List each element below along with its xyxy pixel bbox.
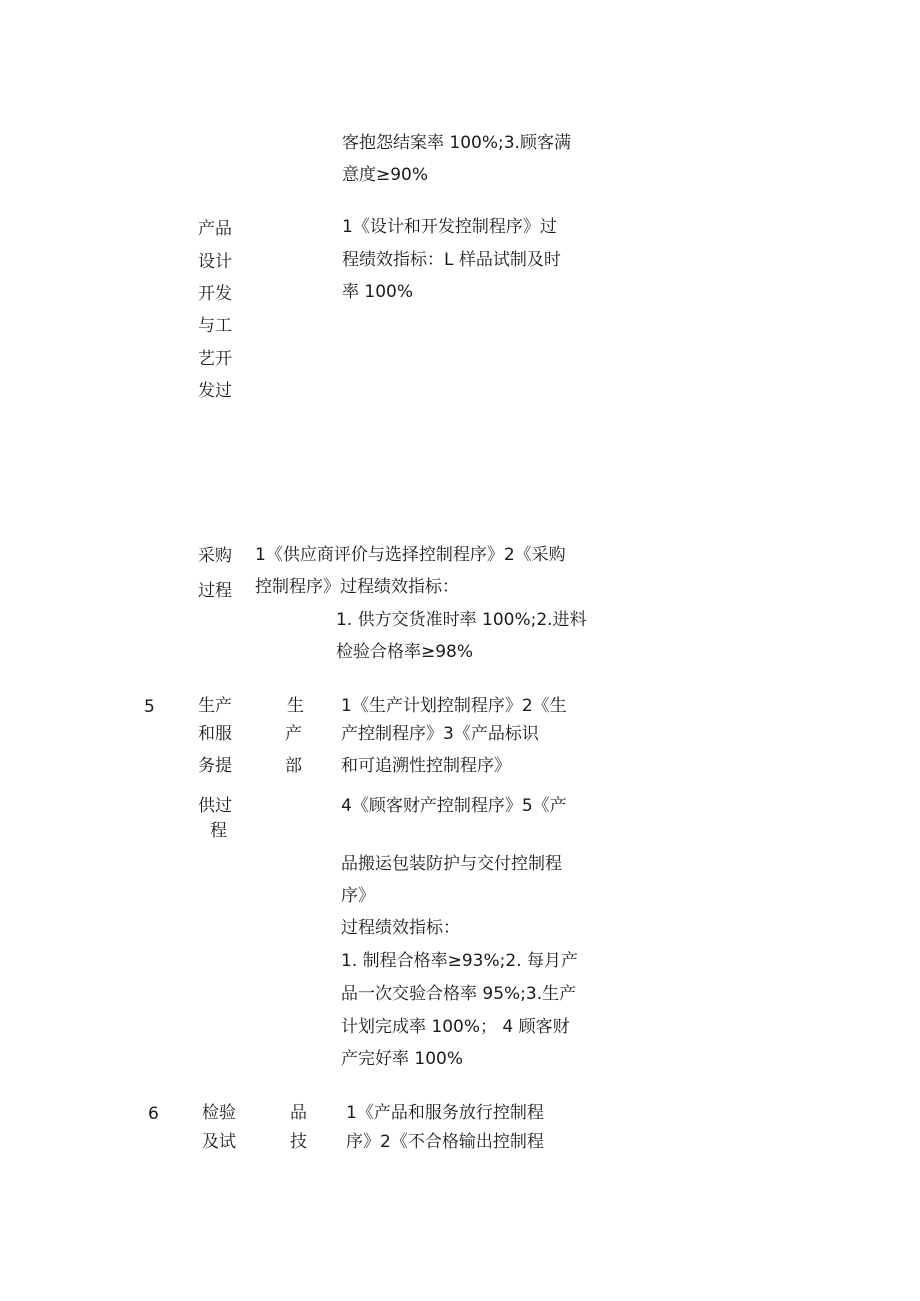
indicator-line: 产控制程序》3《产品标识 [341, 724, 539, 744]
indicator-line: 1《生产计划控制程序》2《生 [341, 696, 567, 716]
indicator-line: 品搬运包装防护与交付控制程 [341, 854, 562, 874]
process-name-line: 供过 [198, 796, 232, 816]
indicator-line: 意度≥90% [342, 165, 429, 185]
indicator-line: 过程绩效指标： [341, 918, 460, 938]
indicator-line: 控制程序》过程绩效指标： [255, 577, 459, 597]
indicator-line: 1. 制程合格率≥93%;2. 每月产 [341, 951, 579, 971]
indicator-line: 1《设计和开发控制程序》过 [342, 217, 557, 237]
process-name-line: 检验 [202, 1103, 236, 1123]
department-line: 生 [287, 696, 304, 716]
department-line: 产 [285, 724, 302, 744]
process-name-line: 程 [210, 821, 227, 841]
department-line: 部 [285, 756, 302, 776]
process-name-line: 采购 [198, 546, 232, 566]
process-name-line: 开发 [198, 284, 232, 304]
indicator-line: 序》 [341, 886, 375, 906]
indicator-line: 品一次交验合格率 95%;3.生产 [341, 984, 577, 1004]
process-name-line: 与工 [198, 316, 232, 336]
row-number: 6 [148, 1104, 159, 1124]
indicator-line: 程绩效指标：L 样品试制及时 [342, 250, 561, 270]
indicator-line: 4《顾客财产控制程序》5《产 [341, 796, 567, 816]
indicator-line: 检验合格率≥98% [336, 642, 474, 662]
indicator-line: 产完好率 100% [341, 1049, 464, 1069]
indicator-line: 序》2《不合格输出控制程 [346, 1132, 544, 1152]
process-name-line: 过程 [198, 581, 232, 601]
indicator-line: 计划完成率 100%； 4 顾客财 [341, 1017, 570, 1037]
process-name-line: 和服 [198, 724, 232, 744]
process-name-line: 务提 [198, 756, 232, 776]
department-line: 技 [290, 1132, 307, 1152]
row-number: 5 [144, 697, 155, 717]
process-name-line: 艺开 [198, 349, 232, 369]
process-name-line: 产品 [198, 219, 232, 239]
indicator-line: 率 100% [342, 282, 414, 302]
department-line: 品 [290, 1103, 307, 1123]
process-name-line: 生产 [198, 696, 232, 716]
indicator-line: 1《供应商评价与选择控制程序》2《采购 [255, 545, 566, 565]
indicator-line: 客抱怨结案率 100%;3.顾客满 [342, 133, 571, 153]
indicator-line: 1《产品和服务放行控制程 [346, 1103, 544, 1123]
process-name-line: 设计 [198, 252, 232, 272]
indicator-line: 1. 供方交货准时率 100%;2.进料 [336, 610, 587, 630]
process-name-line: 发过 [198, 381, 232, 401]
indicator-line: 和可追溯性控制程序》 [341, 756, 511, 776]
process-name-line: 及试 [202, 1132, 236, 1152]
